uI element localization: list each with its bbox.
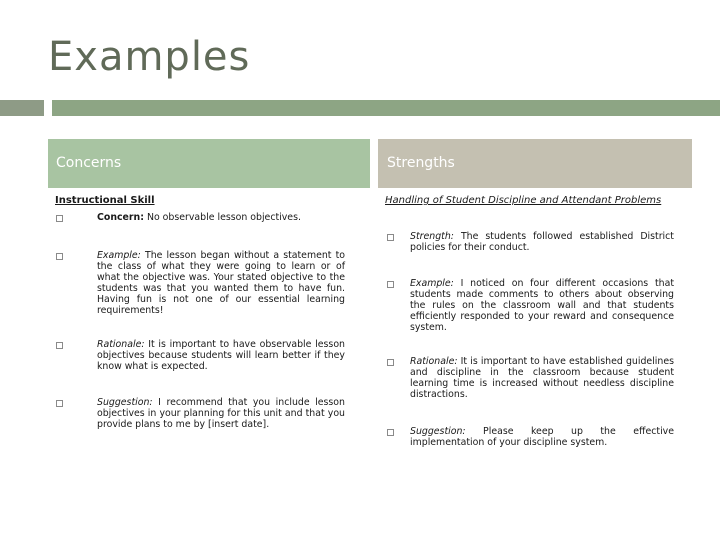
square-bullet-icon — [387, 234, 394, 241]
square-bullet-icon — [387, 359, 394, 366]
item-label: Rationale: — [410, 356, 458, 367]
square-bullet-icon — [56, 253, 63, 260]
strengths-header: Strengths — [378, 139, 692, 188]
concerns-subheading: Instructional Skill — [55, 195, 155, 206]
item-label: Strength: — [410, 231, 454, 242]
item-label: Example: — [97, 250, 141, 261]
item-text: The students followed established District policies for their conduct. — [410, 231, 674, 253]
item-label: Example: — [410, 278, 454, 289]
item-label: Suggestion: — [410, 426, 466, 437]
concerns-header: Concerns — [48, 139, 370, 188]
square-bullet-icon — [56, 400, 63, 407]
item-label: Rationale: — [97, 339, 145, 350]
item-label: Suggestion: — [97, 397, 153, 408]
accent-bar-left — [0, 100, 44, 116]
square-bullet-icon — [56, 342, 63, 349]
item-text: The lesson began without a statement to the class of what they were going to learn or of what the objective was. Your stated objective to the students was that you wanted them to have fun. Having fun is not one of our essential learning requirements! — [97, 250, 345, 316]
item-text: I noticed on four different occasions that students made comments to others about observing the rules on the classroom wall and that students efficiently responded to your reward and consequence system. — [410, 278, 674, 333]
square-bullet-icon — [56, 215, 63, 222]
item-text: Please keep up the effective implementation of your discipline system. — [410, 426, 674, 448]
item-text: It is important to have established guidelines and discipline in the classroom because student learning time is increased without needless discipline distractions. — [410, 356, 674, 400]
accent-bar-right — [52, 100, 720, 116]
item-text: I recommend that you include lesson objectives in your planning for this unit and that you provide plans to me by [insert date]. — [97, 397, 345, 430]
square-bullet-icon — [387, 281, 394, 288]
item-label: Concern: — [97, 212, 144, 223]
item-text: No observable lesson objectives. — [143, 212, 301, 223]
strengths-subheading: Handling of Student Discipline and Attendant Problems — [385, 195, 662, 206]
square-bullet-icon — [387, 429, 394, 436]
item-text: It is important to have observable lesson objectives because students will learn better if they know what is expected. — [97, 339, 345, 372]
slide-title: Examples — [48, 34, 251, 80]
